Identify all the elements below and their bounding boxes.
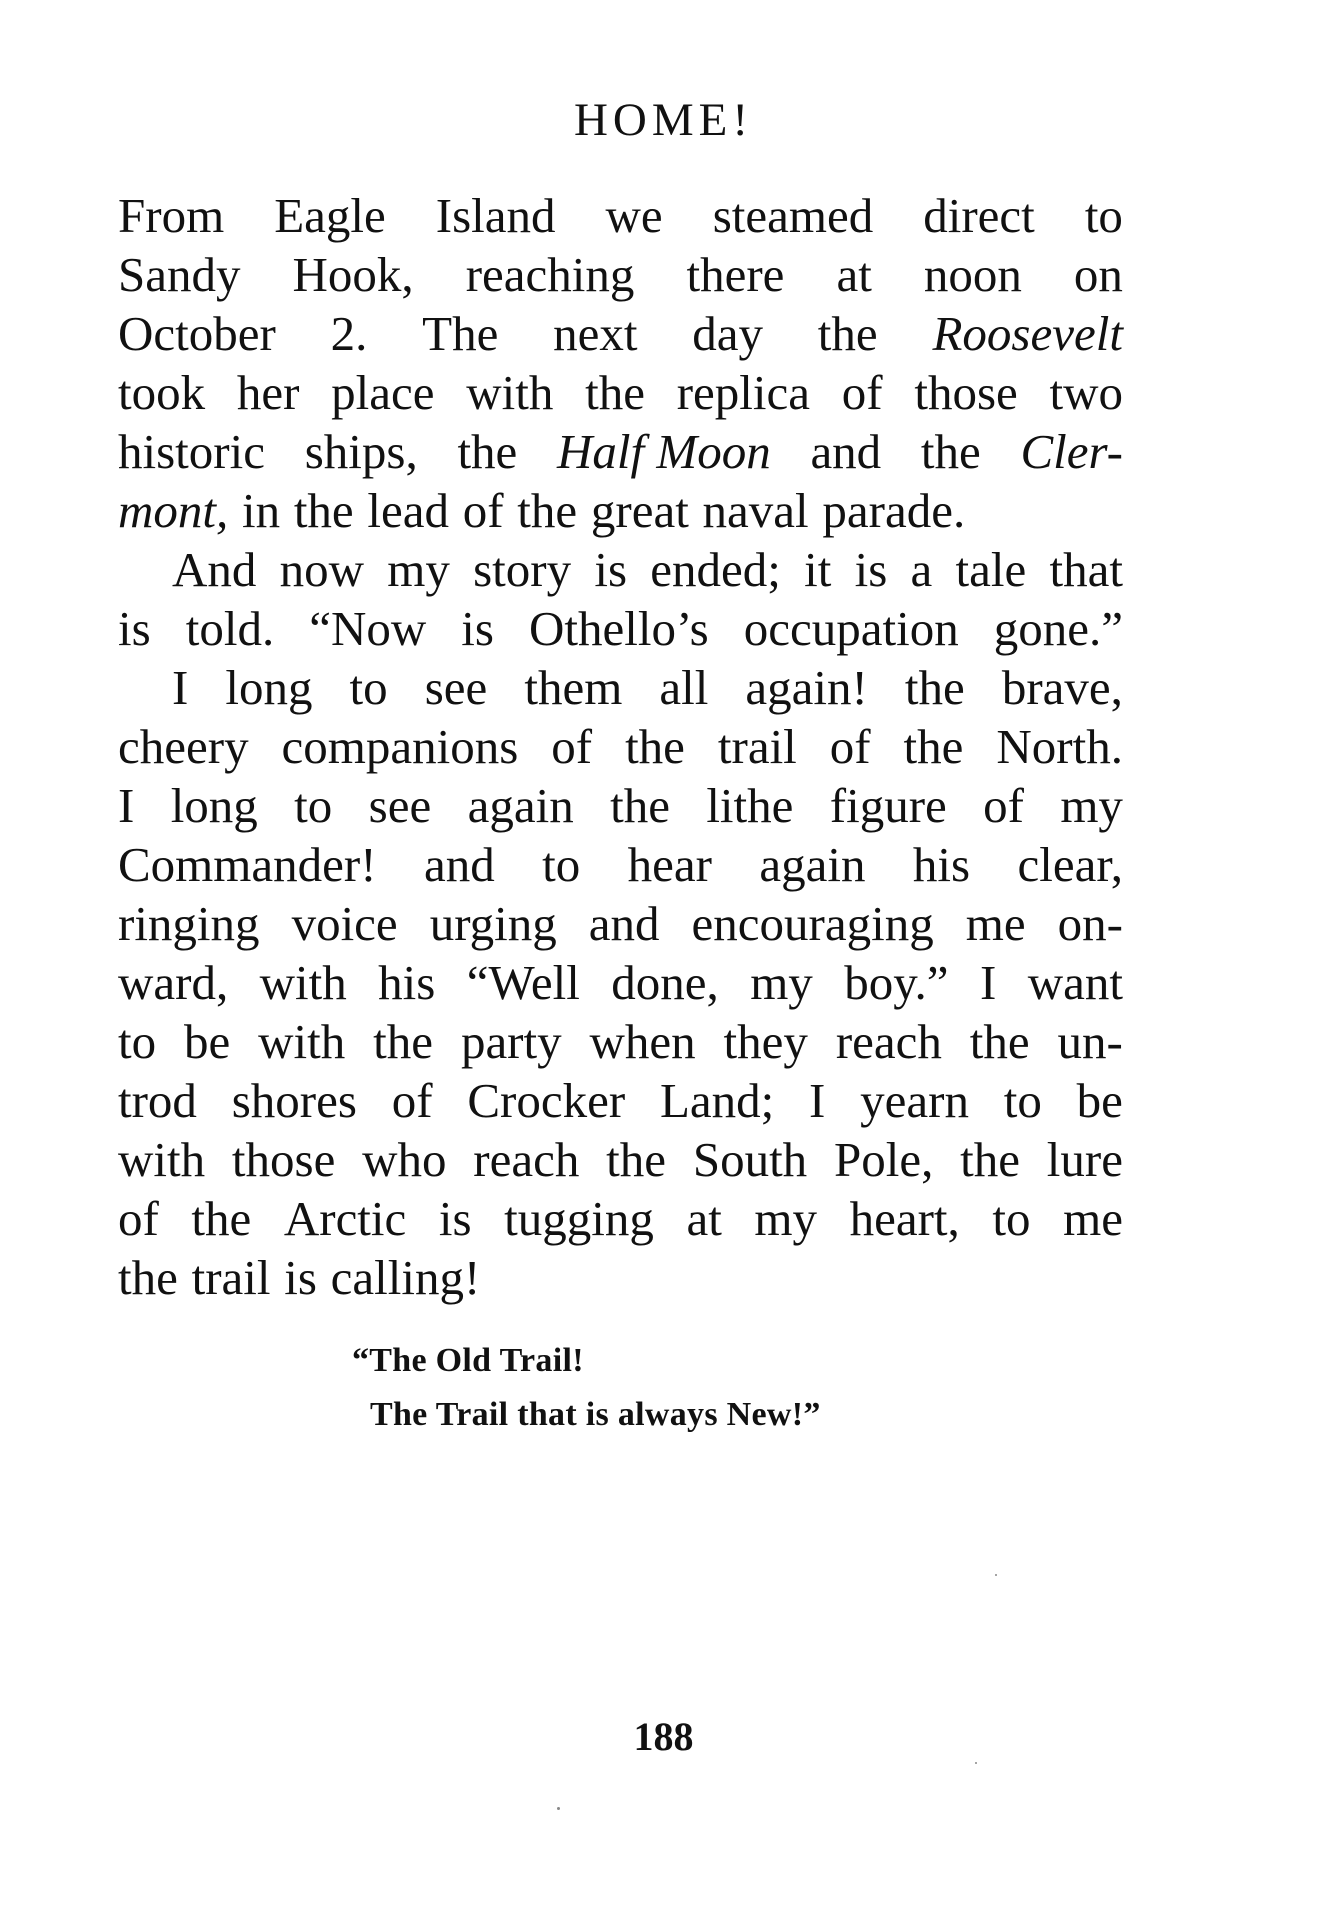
- text-line: [118, 835, 1123, 894]
- word: noon: [923, 247, 1022, 302]
- text-line: [118, 776, 1123, 835]
- word: Sandy: [118, 247, 241, 302]
- word: to: [349, 660, 388, 715]
- word: when: [589, 1014, 696, 1069]
- word: of: [983, 778, 1024, 833]
- word: I: [979, 955, 997, 1010]
- text-line: [118, 540, 1123, 599]
- word: the: [817, 306, 878, 361]
- word: encouraging: [691, 896, 934, 951]
- word: with: [259, 955, 347, 1010]
- word: Hook,: [292, 247, 414, 302]
- word: reach: [473, 1132, 580, 1187]
- word: is: [438, 1191, 472, 1246]
- word: I: [172, 660, 189, 715]
- word: to: [118, 1014, 157, 1069]
- word: reaching: [465, 247, 635, 302]
- word: me: [1063, 1191, 1123, 1246]
- word: to: [1084, 188, 1123, 243]
- word: and: [810, 424, 882, 479]
- word: of: [462, 483, 504, 538]
- word: me: [965, 896, 1026, 951]
- text-line: [118, 1248, 1123, 1307]
- word: on-: [1057, 896, 1123, 951]
- word: Island: [435, 188, 556, 243]
- word: the: [969, 1014, 1030, 1069]
- verse-quotation: [352, 1334, 821, 1442]
- word: gone.”: [993, 601, 1123, 656]
- page-number: 188: [633, 1714, 694, 1759]
- word: day: [692, 306, 764, 361]
- word: them: [524, 660, 623, 715]
- word: there: [686, 247, 785, 302]
- word: is: [118, 601, 151, 656]
- word: the: [517, 483, 578, 538]
- print-speck: [995, 1574, 997, 1576]
- word: they: [723, 1014, 808, 1069]
- word: figure: [829, 778, 947, 833]
- word: voice: [291, 896, 398, 951]
- word: trod: [118, 1073, 197, 1128]
- print-speck: [557, 1807, 560, 1810]
- word: I: [809, 1073, 826, 1128]
- word: at: [836, 247, 872, 302]
- word: those: [914, 365, 1018, 420]
- word: his: [912, 837, 971, 892]
- word: of: [391, 1073, 433, 1128]
- word: who: [362, 1132, 447, 1187]
- word: those: [231, 1132, 336, 1187]
- word: the: [903, 719, 964, 774]
- word: I: [118, 778, 135, 833]
- word: lure: [1046, 1132, 1123, 1187]
- word: lead: [367, 483, 450, 538]
- text-line: [118, 1189, 1123, 1248]
- word: of: [829, 719, 871, 774]
- word: my: [754, 1191, 818, 1246]
- word: see: [424, 660, 488, 715]
- word: we: [605, 188, 663, 243]
- word: Crocker: [467, 1073, 626, 1128]
- ship-name-half-moon: Half Moon: [557, 424, 771, 479]
- text-line: [118, 1130, 1123, 1189]
- text-line: [118, 599, 1123, 658]
- print-speck: [975, 1762, 977, 1764]
- text-line: [118, 717, 1123, 776]
- word: again!: [745, 660, 868, 715]
- ship-name-roosevelt: Roosevelt: [932, 306, 1123, 361]
- word: historic: [118, 424, 265, 479]
- word: party: [460, 1014, 562, 1069]
- word: replica: [676, 365, 811, 420]
- text-line: [118, 481, 1123, 540]
- word: Othello’s: [529, 601, 709, 656]
- text-line: [118, 1012, 1123, 1071]
- word: the: [457, 424, 518, 479]
- word: clear,: [1017, 837, 1123, 892]
- word: next: [553, 306, 638, 361]
- word: the: [373, 1014, 434, 1069]
- text-line: [118, 245, 1123, 304]
- word: on: [1073, 247, 1123, 302]
- word: all: [659, 660, 709, 715]
- word: the: [293, 483, 354, 538]
- word: boy.”: [844, 955, 949, 1010]
- word: told.: [185, 601, 275, 656]
- word: “Well: [466, 955, 580, 1010]
- text-line: [118, 894, 1123, 953]
- word: the: [585, 365, 645, 420]
- word: un-: [1057, 1014, 1123, 1069]
- word: the: [625, 719, 685, 774]
- word: October: [118, 306, 276, 361]
- word: that: [1049, 542, 1123, 597]
- word: at: [686, 1191, 722, 1246]
- word: 2.: [330, 306, 368, 361]
- word: to: [1003, 1073, 1042, 1128]
- word: place: [331, 365, 435, 420]
- text-line: [118, 304, 1123, 363]
- word: long: [170, 778, 258, 833]
- word: a: [910, 542, 933, 597]
- word: And: [172, 542, 257, 597]
- word: Land;: [659, 1073, 775, 1128]
- word: to: [992, 1191, 1031, 1246]
- word: of: [118, 1191, 159, 1246]
- word: want: [1027, 955, 1123, 1010]
- word: the: [920, 424, 981, 479]
- word: the: [118, 1250, 178, 1305]
- word: with: [258, 1014, 346, 1069]
- word: ended;: [650, 542, 781, 597]
- word: two: [1049, 365, 1123, 420]
- word: in: [241, 483, 281, 538]
- word: hear: [627, 837, 712, 892]
- word: direct: [923, 188, 1035, 243]
- text-line: [118, 422, 1123, 481]
- word: done,: [611, 955, 719, 1010]
- word: trail: [717, 719, 797, 774]
- word: From: [118, 188, 225, 243]
- word: my: [387, 542, 450, 597]
- word: naval: [702, 483, 809, 538]
- word: again: [759, 837, 866, 892]
- word: story: [473, 542, 572, 597]
- text-line: [118, 953, 1123, 1012]
- word: is: [461, 601, 494, 656]
- word: with: [466, 365, 554, 420]
- word: the: [960, 1132, 1020, 1187]
- word: tale: [955, 542, 1027, 597]
- word: great: [590, 483, 689, 538]
- word: is: [594, 542, 628, 597]
- word: of: [841, 365, 883, 420]
- word: with: [118, 1132, 206, 1187]
- word: Pole,: [833, 1132, 934, 1187]
- ship-name-clermont-part-1: Cler-: [1020, 424, 1123, 479]
- word: the: [191, 1191, 252, 1246]
- word: it: [804, 542, 832, 597]
- word: the: [610, 778, 670, 833]
- word: ward,: [118, 955, 229, 1010]
- word: my: [1060, 778, 1123, 833]
- text-line: [118, 1071, 1123, 1130]
- word: occupation: [743, 601, 959, 656]
- word: heart,: [849, 1191, 960, 1246]
- word: yearn: [860, 1073, 969, 1128]
- word: and: [423, 837, 495, 892]
- body-text: [118, 186, 1123, 1307]
- word: be: [184, 1014, 231, 1069]
- text-line: [118, 186, 1123, 245]
- word: brave,: [1001, 660, 1123, 715]
- word: ringing: [118, 896, 260, 951]
- word: steamed: [712, 188, 874, 243]
- word: shores: [231, 1073, 357, 1128]
- verse-line: The Trail that is always New!”: [370, 1396, 821, 1433]
- word: South: [692, 1132, 808, 1187]
- word: of: [551, 719, 593, 774]
- word: long: [225, 660, 313, 715]
- word: trail: [191, 1250, 271, 1305]
- word: reach: [835, 1014, 942, 1069]
- word: Eagle: [274, 188, 386, 243]
- word: ships,: [304, 424, 418, 479]
- verse-line: “The Old Trail!: [352, 1342, 584, 1379]
- word: again: [467, 778, 574, 833]
- word: his: [378, 955, 436, 1010]
- word: to: [294, 778, 333, 833]
- word: be: [1076, 1073, 1123, 1128]
- word: is: [854, 542, 888, 597]
- word: calling!: [330, 1250, 481, 1305]
- ship-name-clermont-part-2: mont,: [118, 483, 229, 538]
- word: urging: [429, 896, 557, 951]
- word: is: [284, 1250, 317, 1305]
- text-line: [118, 363, 1123, 422]
- word: and: [588, 896, 660, 951]
- word: Arctic: [283, 1191, 407, 1246]
- word: now: [279, 542, 365, 597]
- word: see: [368, 778, 432, 833]
- word: The: [422, 306, 499, 361]
- word: companions: [281, 719, 519, 774]
- word: the: [904, 660, 965, 715]
- word: lithe: [706, 778, 794, 833]
- word: the: [606, 1132, 667, 1187]
- word: tugging: [504, 1191, 654, 1246]
- word: cheery: [118, 719, 249, 774]
- text-line: [118, 658, 1123, 717]
- word: parade.: [822, 483, 966, 538]
- word: “Now: [309, 601, 427, 656]
- word: to: [542, 837, 581, 892]
- word: my: [750, 955, 813, 1010]
- word: Commander!: [118, 837, 377, 892]
- word: her: [236, 365, 300, 420]
- word: North.: [996, 719, 1123, 774]
- running-head: HOME!: [573, 94, 754, 146]
- word: took: [118, 365, 206, 420]
